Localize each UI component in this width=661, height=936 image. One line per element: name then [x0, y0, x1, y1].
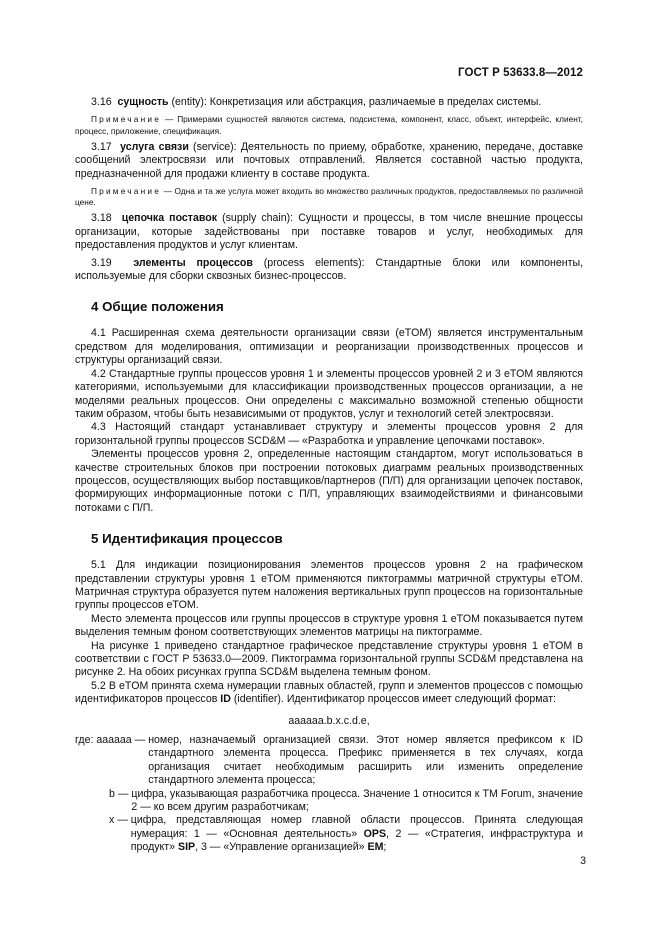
paragraph-5-1-figures: На рисунке 1 приведено стандартное графическое представление структуры уровня 1 eTOM в соответствии с ГОСТ Р 53633.0—2009. Пиктограмма горизонтальной группы SCD&M представлена на рисунке 2. На обоих рисунках группа SCD&M выделена темным фоном.	[75, 639, 583, 679]
note-1	[75, 114, 583, 136]
note-text: — Одна и та же услуга может входить во множество различных продуктов, предоставляемых по различной цене.	[75, 186, 583, 208]
definition-number: 3.17	[91, 140, 112, 153]
legend-desc	[131, 814, 583, 854]
definition-number: 3.18	[91, 212, 112, 225]
paragraph-4-2: 4.2 Стандартные группы процессов уровня 1 и элементы процессов уровней 2 и 3 eTOM являются категориями, используемыми для классификации производственных процессов организации, а не моделями реальных процессов. Они определены с максимально возможной степенью общности таким образом, чтобы быть независимыми от продуктов, услуг и технологий сетей электросвязи.	[75, 367, 583, 420]
definition-text: (process elements): Стандартные блоки или компоненты, используемые для сборки сквозных бизнес-процессов.	[75, 256, 583, 283]
page-content	[75, 92, 583, 855]
legend-item-aaaaaa	[75, 734, 583, 788]
section-4-heading: 4 Общие положения	[91, 299, 224, 315]
paragraph-4-1: 4.1 Расширенная схема деятельности организации связи (eTOM) является инструментальным средством для моделирования, оптимизации и реорганизации производственных процессов и структуры организаций связи.	[75, 327, 583, 367]
legend-term: x —	[109, 814, 131, 827]
definition-number: 3.19	[91, 256, 112, 269]
definition-3-19	[75, 257, 583, 284]
definition-text: (entity): Конкретизация или абстракция, различаемые в пределах системы.	[168, 96, 542, 108]
note-label: Примечание	[91, 186, 162, 197]
em-code: EM	[367, 841, 384, 854]
legend-desc-part: ;	[383, 841, 387, 854]
legend-term: где: aaaaaa —	[75, 734, 149, 747]
legend-item-x	[75, 814, 583, 854]
sip-code: SIP	[178, 841, 196, 854]
paragraph-5-1: 5.1 Для индикации позиционирования элементов процессов уровня 2 на графическом представлении структуры уровня 1 eTOM применяются пиктограммы матричной структуры eTOM. Матричная структура образуется путем наложения вертикальных групп процессов на горизонтальные группы процессов eTOM.	[75, 559, 583, 612]
page-number: 3	[580, 855, 586, 867]
definition-term: сущность	[117, 96, 169, 108]
definition-term: услуга связи	[120, 140, 189, 153]
section-5-heading: 5 Идентификация процессов	[91, 531, 283, 547]
legend-item-b	[75, 788, 583, 815]
paragraph-5-2	[75, 680, 583, 707]
id-term: ID	[220, 693, 231, 706]
legend-desc-part: цифра, представляющая номер главной области процессов. Принята следующая нумерация: 1 — «Основная деятельность»	[130, 814, 583, 840]
document-code: ГОСТ Р 53633.8—2012	[458, 67, 583, 79]
paragraph-5-2-text-end: (identifier). Идентификатор процессов имеет следующий формат:	[230, 693, 557, 706]
definition-3-18	[75, 212, 583, 252]
note-text: — Примерами сущностей являются система, подсистема, компонент, класс, объект, интерфейс, клиент, процесс, приложение, спецификация.	[75, 114, 583, 136]
id-legend	[75, 734, 583, 855]
definition-3-17	[75, 141, 583, 181]
definition-text: (supply chain): Сущности и процессы, в том числе внешние процессы организации, которые задействованы при поставке товаров и услуг, необходимых для предоставления продуктов и услуг клиентам.	[75, 212, 583, 252]
note-2	[75, 186, 583, 208]
definition-term: элементы процессов	[133, 256, 253, 269]
definition-3-16	[75, 96, 583, 109]
legend-desc: цифра, указывающая разработчика процесса. Значение 1 относится к TM Forum, значение 2 — ко всем другим разработчикам;	[131, 787, 583, 814]
legend-desc: номер, назначаемый организацией связи. Этот номер является префиксом к ID стандартного элемента процесса. Префикс применяется в тех случаях, когда организация считает необходимым расширить или изменить определение стандартного элемента процесса;	[148, 734, 583, 787]
legend-term: b —	[109, 787, 132, 800]
legend-desc-part: , 3 — «Управление организацией»	[195, 841, 368, 854]
id-format: aaaaaa.b.x.c.d.e,	[288, 714, 370, 727]
ops-code: OPS	[363, 827, 387, 840]
paragraph-4-3: 4.3 Настоящий стандарт устанавливает структуру и элементы процессов уровня 2 для горизонтальной группы процессов SCD&M — «Разработка и управление цепочками поставок».	[75, 421, 583, 447]
paragraph-5-2-text: 5.2 В eTOM принята схема нумерации главных областей, групп и элементов процессов с помощью идентификаторов процессов	[75, 679, 583, 706]
definition-number: 3.16	[91, 96, 112, 108]
paragraph-4-3-cont: Элементы процессов уровня 2, определенные настоящим стандартом, могут использоваться в качестве строительных блоков при построении потоковых диаграмм реальных производственных процессов, осуществляющих выбор поставщиков/партнеров (П/П) для организации цепочек поставок, формирующих информационные потоки с П/П, управляющих взаимодействиями и финансовыми потоками с П/П.	[75, 448, 583, 514]
note-label: Примечание	[91, 114, 162, 125]
definition-term: цепочка поставок	[121, 212, 218, 225]
legend-desc-part: , 2 — «Стратегия, инфраструктура и продукт»	[130, 827, 583, 854]
paragraph-5-1-cont: Место элемента процессов или группы процессов в структуре уровня 1 eTOM показывается путем выделения темным фоном соответствующих элементов матрицы на пиктограмме.	[75, 612, 583, 639]
definition-text: (service): Деятельность по приему, обработке, хранению, передаче, доставке сообщений электросвязи или почтовых отправлений. Является составной частью продукта, предназначенной для продажи клиенту в составе продукта.	[75, 140, 583, 180]
